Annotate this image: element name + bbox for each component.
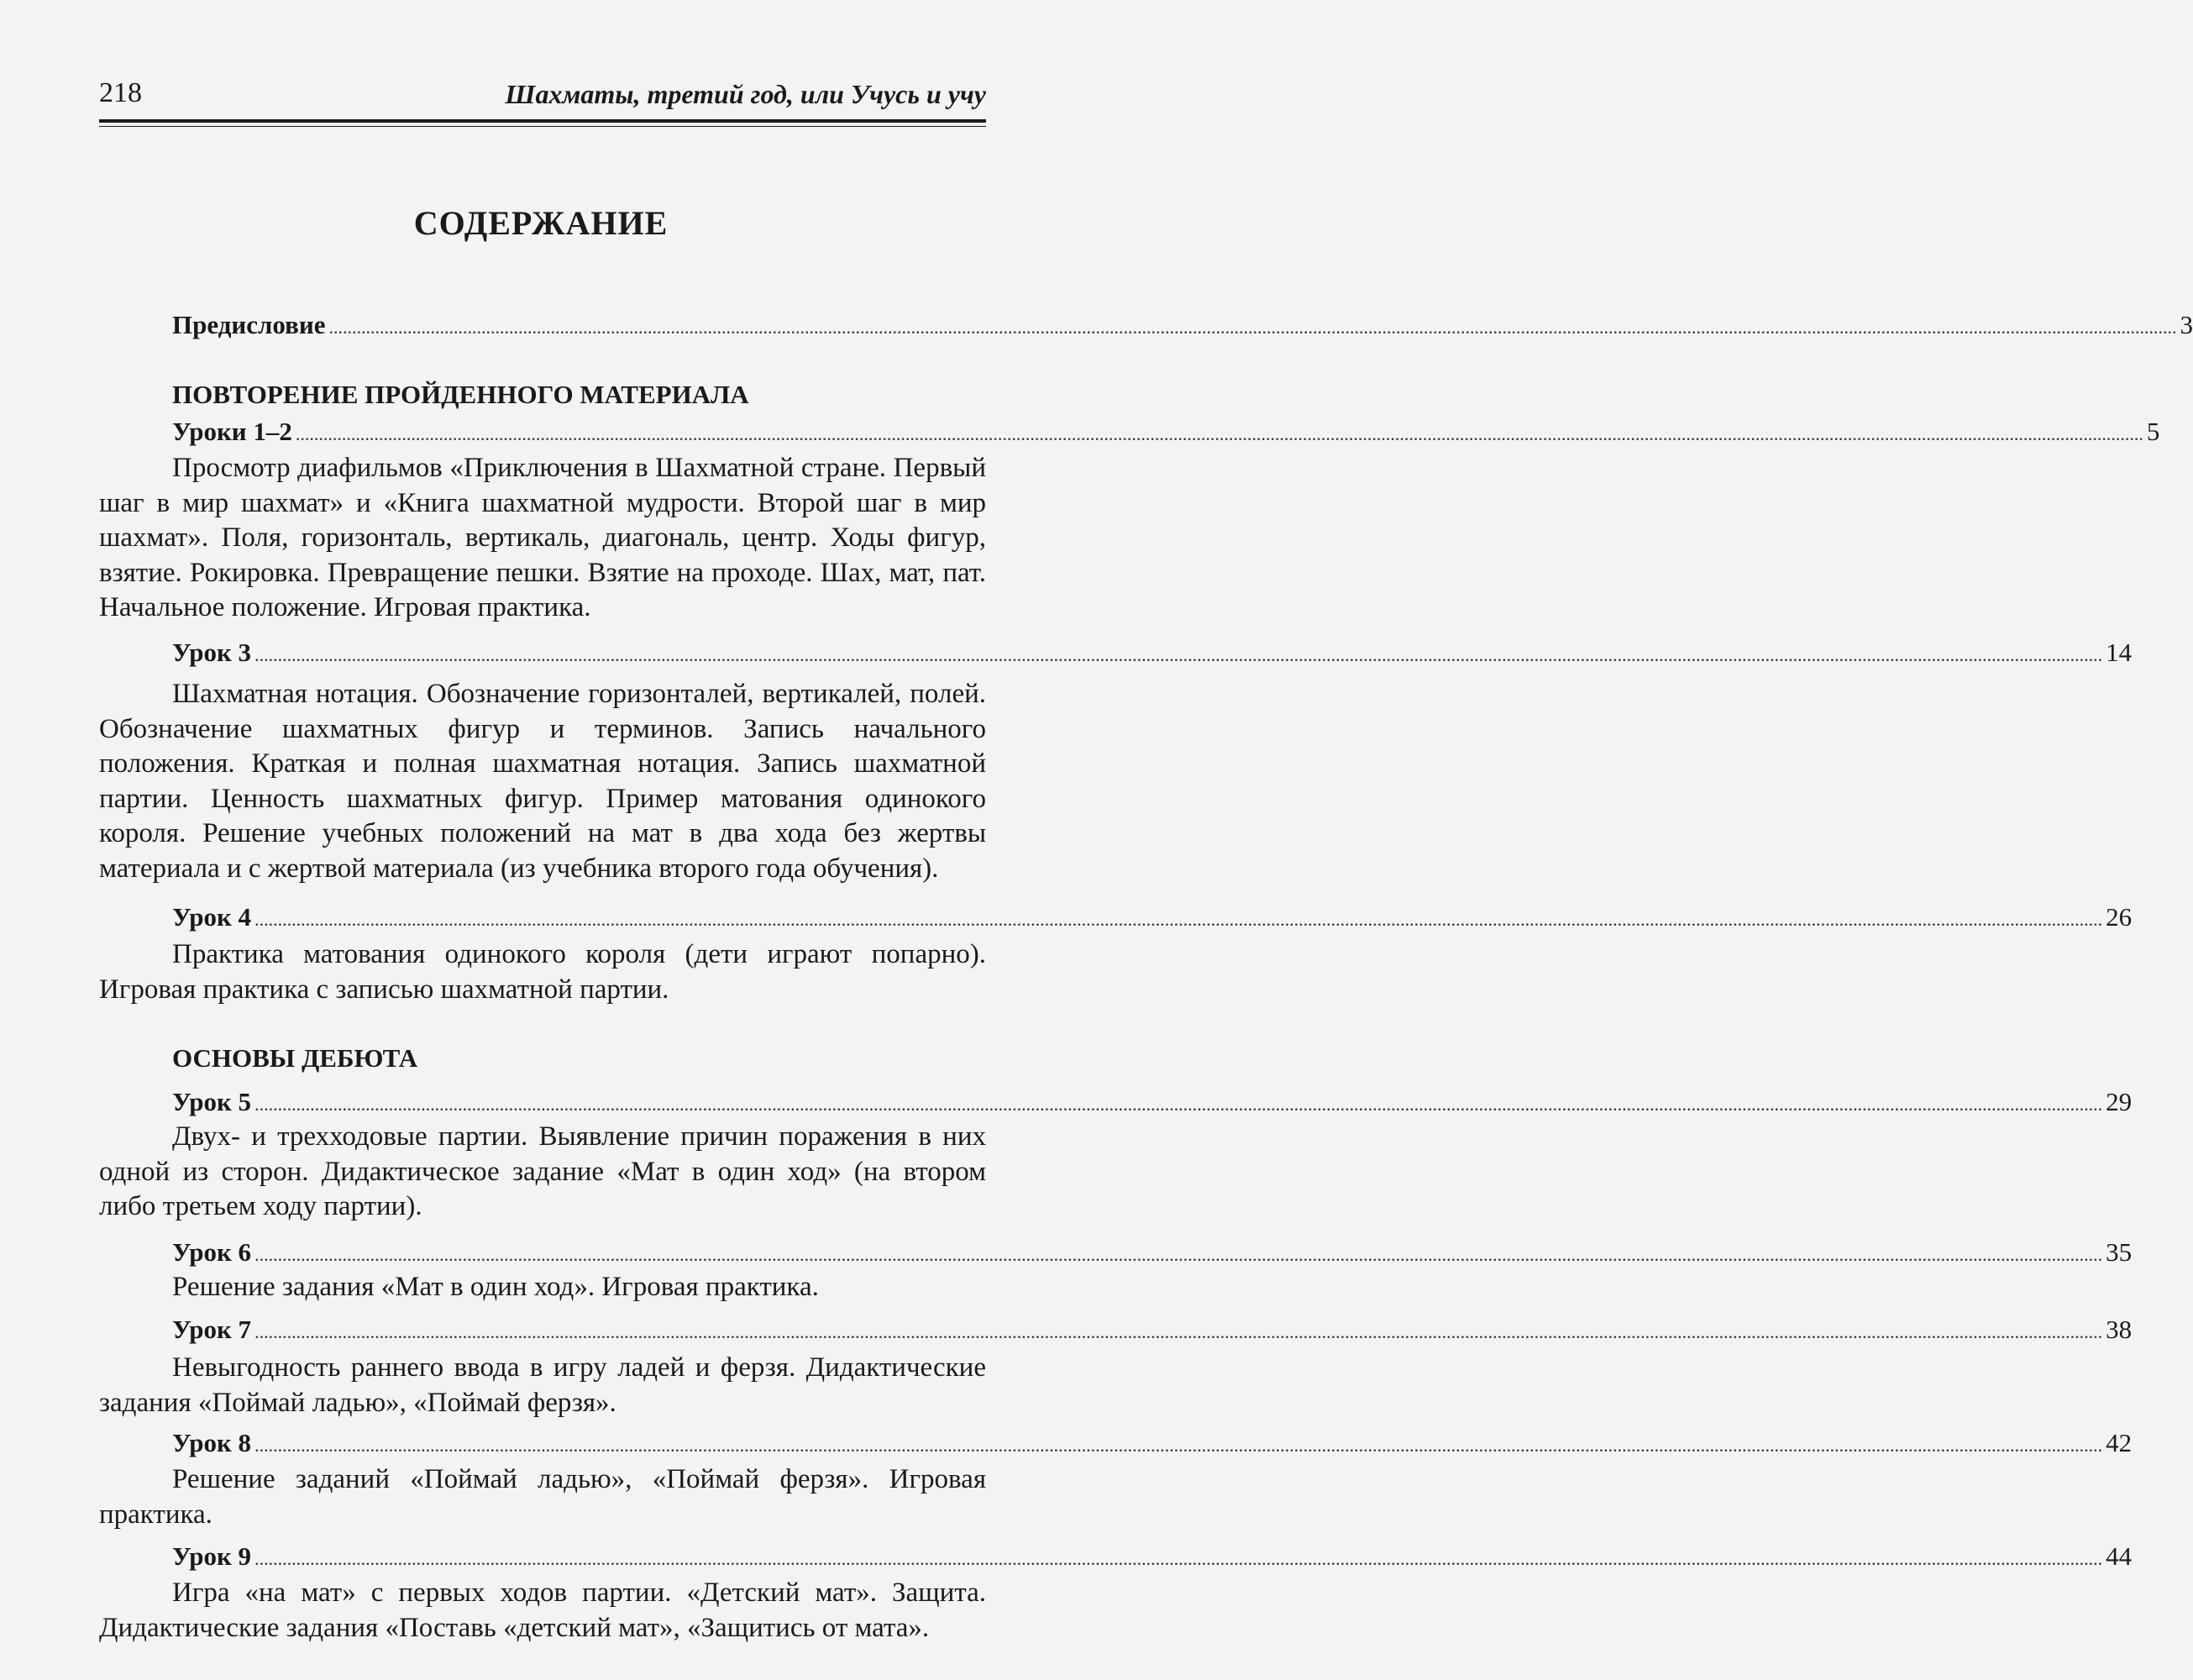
toc-leader-dots: ................................................................................................................................................................................................................................................................................................................................................................................................................ [254, 1435, 2103, 1456]
toc-entry-page: 3 [2180, 310, 2193, 339]
page-header [99, 74, 986, 116]
toc-entry-lesson [172, 1427, 2133, 1462]
toc-entry-page: 14 [2106, 638, 2133, 667]
lesson-description: Игра «на мат» с первых ходов партии. «Детский мат». Защита. Дидактические задания «Поставь «детский мат», «Защитись от мата». [99, 1578, 986, 1643]
toc-leader-dots: ................................................................................................................................................................................................................................................................................................................................................................................................................ [254, 1094, 2103, 1115]
toc-entry-lesson [172, 637, 2133, 671]
lesson-description: Просмотр диафильмов «Приключения в Шахматной стране. Первый шаг в мир шахмат» и «Книга шахматной мудрости. Второй шаг в мир шахмат». Поля, горизонталь, вертикаль, диагональ, центр. Ходы фигур, взятие. Рокировка. Превращение пешки. Взятие на проходе. Шах, мат, пат. Начальное положение. Игровая практика. [99, 453, 986, 622]
toc-entry-label: Урок 7 [172, 1315, 252, 1344]
toc-entry-lesson [172, 1541, 2133, 1575]
toc-entry-label: Уроки 1–2 [172, 417, 292, 446]
toc-leader-dots: ................................................................................................................................................................................................................................................................................................................................................................................................................ [254, 1548, 2103, 1569]
toc-entry-page: 35 [2106, 1237, 2133, 1267]
running-title: Шахматы, третий год, или Учусь и учу [505, 79, 986, 109]
toc-entry-page: 38 [2106, 1315, 2133, 1344]
toc-entry-label: Предисловие [172, 310, 326, 339]
toc-leader-dots: ................................................................................................................................................................................................................................................................................................................................................................................................................ [254, 909, 2103, 930]
page-title: СОДЕРЖАНИЕ [413, 204, 669, 242]
lesson-description: Решение задания «Мат в один ход». Игровая практика. [172, 1272, 819, 1302]
toc-leader-dots: ................................................................................................................................................................................................................................................................................................................................................................................................................ [254, 1244, 2103, 1265]
toc-leader-dots: ................................................................................................................................................................................................................................................................................................................................................................................................................ [295, 423, 2143, 444]
toc-entry-label: Урок 6 [172, 1237, 252, 1267]
lesson-description: Невыгодность раннего ввода в игру ладей и ферзя. Дидактические задания «Поймай ладью», «Поймай ферзя». [99, 1352, 986, 1418]
section-heading: ОСНОВЫ ДЕБЮТА [172, 1043, 418, 1073]
toc-entry-label: Урок 8 [172, 1428, 252, 1457]
header-rule-thin [99, 126, 986, 127]
toc-entry-lesson [172, 901, 2133, 936]
section-heading: ПОВТОРЕНИЕ ПРОЙДЕННОГО МАТЕРИАЛА [172, 380, 749, 409]
toc-entry-label: Урок 4 [172, 902, 252, 932]
toc-entry-label: Урок 3 [172, 638, 252, 667]
lesson-description: Двух- и трехходовые партии. Выявление причин поражения в них одной из сторон. Дидактическое задание «Мат в один ход» (на втором либо третьем ходу партии). [99, 1121, 986, 1221]
toc-entry-page: 29 [2106, 1087, 2133, 1116]
toc-entry-preface [172, 309, 2193, 344]
lesson-description: Решение заданий «Поймай ладью», «Поймай ферзя». Игровая практика. [99, 1464, 986, 1530]
toc-leader-dots: ................................................................................................................................................................................................................................................................................................................................................................................................................ [328, 317, 2177, 338]
toc-leader-dots: ................................................................................................................................................................................................................................................................................................................................................................................................................ [254, 644, 2103, 665]
toc-entry-label: Урок 5 [172, 1087, 252, 1116]
lesson-description: Шахматная нотация. Обозначение горизонталей, вертикалей, полей. Обозначение шахматных фигур и терминов. Запись начального положения. Краткая и полная шахматная нотация. Запись шахматной партии. Ценность шахматных фигур. Пример матования одинокого короля. Решение учебных положений на мат в два хода без жертвы материала и с жертвой материала (из учебника второго года обучения). [99, 679, 986, 884]
lesson-description: Практика матования одинокого короля (дети играют попарно). Игровая практика с записью шахматной партии. [99, 939, 986, 1005]
toc-entry-lesson [172, 416, 2160, 450]
toc-entry-page: 42 [2106, 1428, 2133, 1457]
toc-entry-lesson [172, 1086, 2133, 1121]
toc-entry-label: Урок 9 [172, 1541, 252, 1571]
toc-leader-dots: ................................................................................................................................................................................................................................................................................................................................................................................................................ [254, 1321, 2103, 1342]
toc-entry-lesson [172, 1314, 2133, 1348]
page-number: 218 [99, 77, 142, 108]
toc-entry-page: 26 [2106, 902, 2133, 932]
toc-entry-page: 5 [2146, 417, 2160, 446]
toc-entry-lesson [172, 1236, 2133, 1271]
header-rule-thick [99, 119, 986, 123]
toc-entry-page: 44 [2106, 1541, 2133, 1571]
